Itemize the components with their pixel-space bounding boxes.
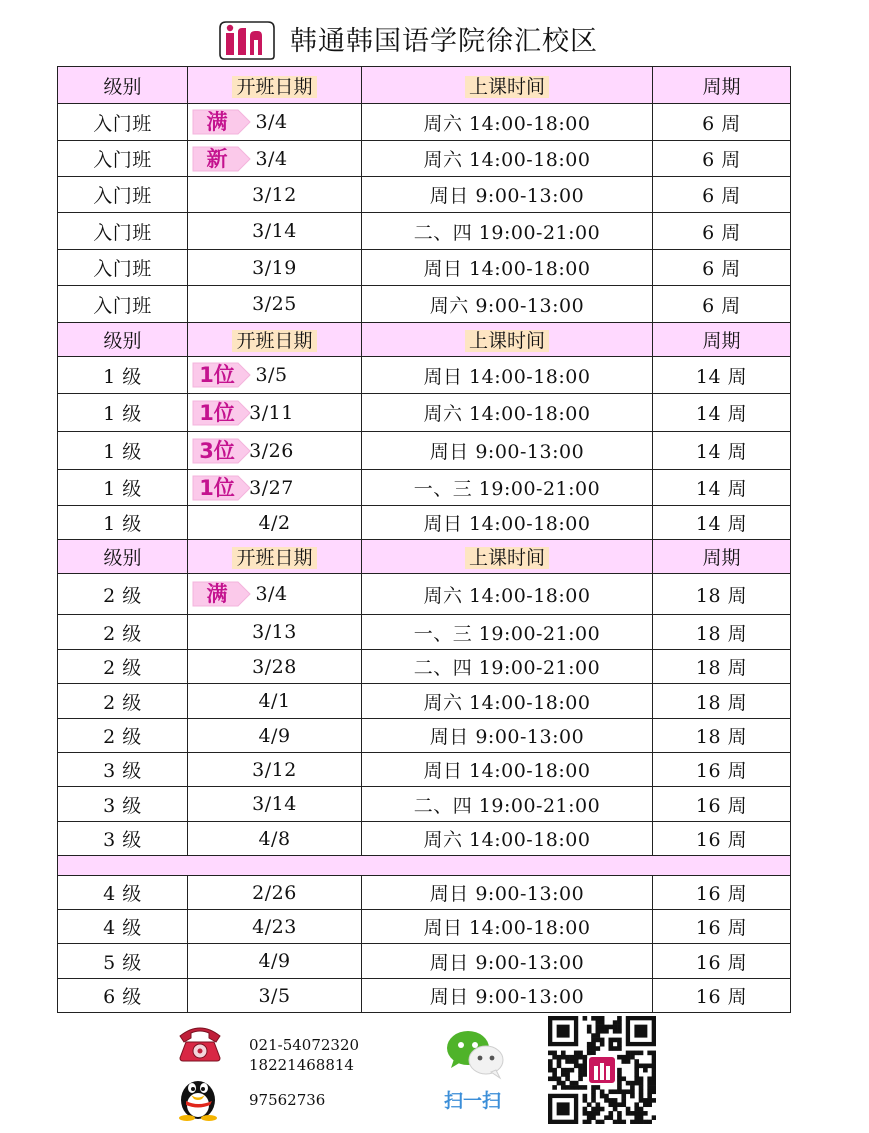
start-date-cell (188, 615, 362, 650)
start-date-cell (188, 470, 362, 506)
level-text: 5 级 (103, 951, 142, 974)
level-cell (58, 394, 188, 432)
table-row (58, 470, 791, 506)
class-time-cell (362, 506, 653, 540)
status-tag-text: 新 (206, 146, 228, 171)
level-cell (58, 286, 188, 323)
level-text: 2 级 (103, 726, 142, 748)
duration-text: 6 周 (702, 149, 741, 171)
start-date-text: 3/12 (252, 758, 297, 781)
start-date-cell (188, 141, 362, 177)
start-date-text: 3/11 (249, 401, 294, 424)
class-time-text: 周六 14:00-18:00 (423, 149, 591, 171)
start-date-cell (188, 574, 362, 615)
start-date-text: 3/19 (252, 256, 297, 279)
class-time-cell (362, 684, 653, 719)
class-time-text: 周日 14:00-18:00 (423, 365, 591, 388)
class-time-text: 周六 9:00-13:00 (429, 294, 585, 317)
duration-cell (653, 574, 791, 615)
page-header (0, 0, 869, 66)
start-date-text: 3/12 (252, 183, 297, 206)
level-cell (58, 104, 188, 141)
start-date-text: 4/23 (252, 915, 297, 938)
class-time-cell (362, 876, 653, 910)
level-cell (58, 719, 188, 753)
level-text: 2 级 (103, 691, 142, 714)
level-text: 1 级 (103, 403, 142, 425)
class-time-cell (362, 213, 653, 250)
level-text: 2 级 (103, 622, 142, 645)
scan-label: 扫一扫 (444, 1090, 502, 1112)
class-time-text: 一、三 19:00-21:00 (413, 478, 601, 500)
level-text: 3 级 (103, 760, 142, 782)
table-row (58, 104, 791, 141)
status-tag-text: 1位 (199, 363, 235, 387)
status-tag (192, 361, 254, 389)
duration-text: 16 周 (695, 829, 748, 851)
table-row (58, 506, 791, 540)
level-cell (58, 177, 188, 213)
contact-footer (0, 1014, 869, 1133)
level-cell (58, 574, 188, 615)
header-start-date-label: 开班日期 (232, 547, 316, 569)
header-class-time-label: 上课时间 (465, 547, 549, 569)
level-text: 3 级 (103, 794, 142, 817)
level-cell (58, 506, 188, 540)
level-cell (58, 432, 188, 470)
duration-text: 14 周 (695, 478, 748, 500)
start-date-text: 3/5 (258, 984, 291, 1007)
class-time-cell (362, 822, 653, 856)
level-text: 1 级 (103, 513, 142, 535)
duration-cell (653, 432, 791, 470)
header-start-date (188, 540, 362, 574)
phone-landline: 021-54072320 (249, 1036, 360, 1054)
start-date-text: 3/27 (249, 476, 294, 499)
class-time-cell (362, 719, 653, 753)
duration-text: 16 周 (695, 760, 748, 782)
header-start-date (188, 67, 362, 104)
class-schedule-table (57, 66, 791, 1013)
page-title: 韩通韩国语学院徐汇校区 (290, 26, 598, 57)
header-class-time (362, 323, 653, 357)
duration-cell (653, 876, 791, 910)
table-row (58, 574, 791, 615)
duration-text: 14 周 (695, 513, 748, 535)
class-time-cell (362, 104, 653, 141)
level-text: 入门班 (93, 149, 152, 171)
duration-text: 6 周 (702, 258, 741, 280)
class-time-cell (362, 394, 653, 432)
duration-cell (653, 506, 791, 540)
level-cell (58, 822, 188, 856)
status-tag (192, 580, 254, 608)
class-time-text: 周日 14:00-18:00 (423, 258, 591, 280)
start-date-cell (188, 876, 362, 910)
header-duration (653, 67, 791, 104)
class-time-cell (362, 574, 653, 615)
duration-cell (653, 684, 791, 719)
table-row (58, 753, 791, 787)
level-cell (58, 979, 188, 1013)
class-time-cell (362, 650, 653, 684)
class-time-cell (362, 250, 653, 286)
class-time-text: 周日 14:00-18:00 (423, 760, 591, 782)
class-time-text: 二、四 19:00-21:00 (413, 657, 601, 679)
status-tag (192, 108, 254, 136)
start-date-text: 4/9 (258, 950, 291, 972)
class-time-text: 周六 14:00-18:00 (423, 691, 591, 714)
separator-cell (58, 856, 791, 876)
school-logo-icon (216, 20, 276, 60)
class-time-cell (362, 615, 653, 650)
level-text: 4 级 (103, 883, 142, 905)
qr-logo-icon (588, 1056, 616, 1084)
start-date-text: 3/5 (255, 364, 288, 386)
start-date-text: 2/26 (252, 881, 297, 904)
header-level (58, 67, 188, 104)
header-duration-label: 周期 (702, 547, 741, 569)
table-header-row (58, 67, 791, 104)
class-time-text: 周日 14:00-18:00 (423, 513, 591, 535)
duration-cell (653, 286, 791, 323)
level-cell (58, 753, 188, 787)
qq-penguin-icon (172, 1072, 224, 1122)
table-row (58, 250, 791, 286)
start-date-text: 3/26 (249, 439, 294, 462)
class-time-text: 周日 14:00-18:00 (423, 917, 591, 939)
start-date-cell (188, 787, 362, 822)
status-tag (192, 399, 254, 427)
duration-text: 14 周 (695, 403, 748, 425)
duration-text: 18 周 (695, 657, 748, 679)
table-row (58, 177, 791, 213)
duration-text: 18 周 (695, 584, 748, 607)
start-date-cell (188, 979, 362, 1013)
duration-cell (653, 470, 791, 506)
duration-cell (653, 104, 791, 141)
class-time-text: 周日 9:00-13:00 (429, 883, 585, 905)
class-time-text: 周六 14:00-18:00 (423, 403, 591, 425)
header-level (58, 323, 188, 357)
table-row (58, 787, 791, 822)
header-duration-label: 周期 (702, 75, 741, 98)
start-date-text: 3/4 (255, 583, 288, 605)
status-tag-text: 满 (206, 582, 228, 606)
level-text: 6 级 (103, 986, 142, 1008)
table-row (58, 357, 791, 394)
start-date-text: 3/13 (252, 621, 297, 643)
duration-text: 18 周 (695, 726, 748, 748)
status-tag-text: 1位 (199, 475, 235, 500)
level-cell (58, 876, 188, 910)
start-date-cell (188, 177, 362, 213)
status-tag-text: 3位 (199, 438, 235, 463)
start-date-cell (188, 719, 362, 753)
duration-cell (653, 213, 791, 250)
level-cell (58, 141, 188, 177)
start-date-cell (188, 250, 362, 286)
duration-text: 18 周 (695, 691, 748, 714)
level-text: 3 级 (103, 829, 142, 851)
duration-cell (653, 753, 791, 787)
level-text: 1 级 (103, 441, 142, 463)
header-duration-label: 周期 (702, 330, 741, 352)
duration-cell (653, 979, 791, 1013)
level-cell (58, 787, 188, 822)
table-row (58, 650, 791, 684)
header-duration (653, 540, 791, 574)
table-row (58, 141, 791, 177)
duration-text: 16 周 (695, 951, 748, 974)
start-date-text: 4/8 (258, 827, 291, 850)
duration-cell (653, 615, 791, 650)
duration-cell (653, 822, 791, 856)
table-separator-row (58, 856, 791, 876)
status-tag (192, 474, 254, 502)
level-text: 1 级 (103, 478, 142, 500)
duration-cell (653, 177, 791, 213)
start-date-text: 3/25 (252, 293, 297, 315)
class-time-text: 周日 9:00-13:00 (429, 951, 585, 974)
start-date-cell (188, 432, 362, 470)
table-row (58, 286, 791, 323)
start-date-text: 4/1 (258, 690, 291, 712)
start-date-cell (188, 910, 362, 944)
class-time-text: 周日 9:00-13:00 (429, 726, 585, 748)
start-date-cell (188, 753, 362, 787)
class-time-text: 周日 9:00-13:00 (429, 441, 585, 463)
class-time-text: 周日 9:00-13:00 (429, 185, 585, 207)
duration-cell (653, 944, 791, 979)
level-cell (58, 470, 188, 506)
start-date-cell (188, 944, 362, 979)
class-time-text: 二、四 19:00-21:00 (413, 794, 601, 817)
level-text: 入门班 (93, 258, 152, 280)
duration-text: 6 周 (702, 112, 741, 135)
header-level-label: 级别 (103, 330, 142, 352)
start-date-cell (188, 822, 362, 856)
start-date-cell (188, 213, 362, 250)
duration-cell (653, 719, 791, 753)
level-text: 4 级 (103, 917, 142, 939)
start-date-cell (188, 286, 362, 323)
header-class-time (362, 67, 653, 104)
class-time-text: 一、三 19:00-21:00 (413, 622, 601, 645)
start-date-text: 4/9 (258, 724, 291, 747)
class-time-cell (362, 787, 653, 822)
class-time-cell (362, 141, 653, 177)
duration-text: 16 周 (695, 917, 748, 939)
start-date-text: 4/2 (258, 511, 291, 534)
level-text: 入门班 (93, 112, 152, 135)
qr-code-icon[interactable] (548, 1016, 656, 1124)
table-row (58, 822, 791, 856)
duration-cell (653, 250, 791, 286)
wechat-icon (444, 1028, 508, 1080)
level-text: 2 级 (103, 584, 142, 607)
level-cell (58, 213, 188, 250)
table-row (58, 979, 791, 1013)
table-row (58, 684, 791, 719)
duration-cell (653, 394, 791, 432)
class-time-text: 二、四 19:00-21:00 (413, 221, 601, 244)
class-time-cell (362, 753, 653, 787)
level-text: 1 级 (103, 365, 142, 388)
start-date-cell (188, 506, 362, 540)
header-level-label: 级别 (103, 547, 142, 569)
duration-text: 6 周 (702, 294, 741, 317)
duration-text: 16 周 (695, 986, 748, 1008)
status-tag (192, 437, 254, 465)
level-cell (58, 944, 188, 979)
telephone-icon (176, 1022, 224, 1062)
start-date-text: 3/4 (255, 147, 288, 170)
start-date-cell (188, 357, 362, 394)
header-class-time-label: 上课时间 (465, 330, 549, 352)
qq-number: 97562736 (249, 1091, 326, 1109)
duration-text: 6 周 (702, 221, 741, 244)
table-row (58, 615, 791, 650)
duration-cell (653, 787, 791, 822)
duration-cell (653, 910, 791, 944)
duration-cell (653, 650, 791, 684)
level-cell (58, 357, 188, 394)
duration-text: 18 周 (695, 622, 748, 645)
level-cell (58, 684, 188, 719)
class-time-cell (362, 357, 653, 394)
class-time-cell (362, 470, 653, 506)
level-cell (58, 250, 188, 286)
table-row (58, 394, 791, 432)
level-text: 入门班 (93, 185, 152, 207)
duration-cell (653, 141, 791, 177)
class-time-cell (362, 432, 653, 470)
start-date-cell (188, 104, 362, 141)
start-date-text: 3/14 (252, 793, 297, 815)
header-level-label: 级别 (103, 75, 142, 98)
status-tag-text: 满 (206, 110, 228, 134)
header-start-date-label: 开班日期 (232, 76, 316, 98)
class-time-text: 周六 14:00-18:00 (423, 829, 591, 851)
header-class-time-label: 上课时间 (465, 76, 549, 98)
level-text: 入门班 (93, 221, 152, 244)
duration-text: 16 周 (695, 883, 748, 905)
level-cell (58, 910, 188, 944)
table-row (58, 944, 791, 979)
class-time-text: 周日 9:00-13:00 (429, 986, 585, 1008)
table-header-row (58, 323, 791, 357)
start-date-text: 3/14 (252, 220, 297, 242)
level-text: 入门班 (93, 294, 152, 317)
status-tag (192, 145, 254, 173)
table-row (58, 432, 791, 470)
start-date-cell (188, 684, 362, 719)
header-start-date (188, 323, 362, 357)
level-cell (58, 650, 188, 684)
start-date-text: 3/4 (255, 111, 288, 133)
class-time-cell (362, 944, 653, 979)
table-row (58, 213, 791, 250)
table-row (58, 876, 791, 910)
duration-text: 14 周 (695, 441, 748, 463)
class-time-cell (362, 177, 653, 213)
start-date-cell (188, 650, 362, 684)
class-time-cell (362, 286, 653, 323)
table-row (58, 719, 791, 753)
phone-mobile: 18221468814 (249, 1056, 354, 1074)
class-time-text: 周六 14:00-18:00 (423, 112, 591, 135)
duration-cell (653, 357, 791, 394)
header-class-time (362, 540, 653, 574)
table-row (58, 910, 791, 944)
status-tag-text: 1位 (199, 400, 235, 425)
start-date-cell (188, 394, 362, 432)
class-time-cell (362, 910, 653, 944)
header-duration (653, 323, 791, 357)
header-level (58, 540, 188, 574)
level-cell (58, 615, 188, 650)
duration-text: 16 周 (695, 794, 748, 817)
duration-text: 14 周 (695, 365, 748, 388)
table-header-row (58, 540, 791, 574)
level-text: 2 级 (103, 657, 142, 679)
start-date-text: 3/28 (252, 655, 297, 678)
duration-text: 6 周 (702, 185, 741, 207)
class-time-cell (362, 979, 653, 1013)
header-start-date-label: 开班日期 (232, 330, 316, 352)
class-time-text: 周六 14:00-18:00 (423, 584, 591, 607)
